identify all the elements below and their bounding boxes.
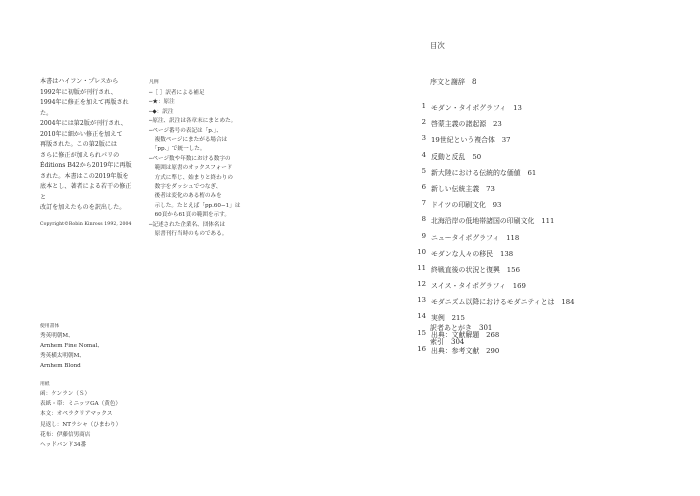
chapter-number: 14 (417, 312, 426, 321)
chapter-number: 4 (421, 150, 426, 159)
notes-line: 60頁から61頁の範囲を示す。 (149, 212, 230, 219)
chapter-title: 実例 215 (431, 314, 465, 323)
toc-title: 目次 (430, 41, 445, 50)
colophon-line: Éditions B42から2019年に再版 (40, 162, 132, 169)
paper-line: 見返し：NTラシャ（ひまわり） (40, 421, 122, 428)
colophon-line: 2010年に細かい修正を加えて (40, 130, 123, 138)
notes-line: 数字をダッシュでつなぎ、 (149, 184, 222, 191)
colophon (40, 77, 135, 230)
toc-chapter[interactable] (404, 167, 694, 183)
chapter-title: 新しい伝統主義 73 (431, 184, 495, 193)
colophon-line: 1992年に初版が刊行され、 (40, 88, 117, 96)
copyright-notice: Copyright©Robin Kinross 1992, 2004 (40, 221, 132, 227)
editorial-notes (149, 78, 269, 240)
notes-line: ─ページ数や年数における数字の (149, 155, 231, 162)
toc-back-matter (430, 323, 492, 350)
chapter-number: 5 (421, 166, 426, 175)
chapter-number: 12 (417, 280, 426, 289)
paper-line: 函：ケンラン（Ｓ） (40, 391, 91, 397)
toc-index[interactable]: 索引 304 (430, 337, 465, 346)
typeface-line: Arnhem Blond (40, 363, 81, 369)
chapter-title: ニュータイポグラフィ 118 (431, 233, 520, 242)
chapter-number: 11 (417, 263, 426, 272)
chapter-title: 反動と反乱 50 (431, 152, 482, 161)
chapter-number: 8 (421, 215, 426, 224)
toc-chapter[interactable] (404, 199, 694, 215)
chapter-title: モダニズム以降におけるモダニティとは 184 (431, 298, 575, 307)
typeface-line: 秀英横太明朝M、 (40, 353, 85, 359)
toc-chapter[interactable] (404, 102, 694, 118)
notes-line: 方式に準じ、始まりと終わりの (149, 174, 233, 181)
paper-section (40, 380, 180, 450)
paper-line: 花布：伊藤信男商店 (40, 431, 91, 438)
notes-line: 複数ページにまたがる場合は (149, 137, 228, 144)
chapter-title: 啓蒙主義の諸起源 23 (431, 120, 502, 129)
chapter-number: 16 (417, 344, 426, 353)
chapter-number: 7 (421, 199, 426, 208)
notes-line: ─記述された企業名、団体名は (149, 221, 226, 228)
chapter-number: 9 (421, 231, 426, 240)
typefaces-section (40, 322, 180, 371)
chapter-title: モダン・タイポグラフィ 13 (431, 104, 522, 112)
toc-chapter[interactable] (404, 232, 694, 248)
colophon-line: 2004年には第2版が刊行され、 (40, 120, 127, 127)
toc-afterword[interactable]: 訳者あとがき 301 (430, 324, 493, 332)
chapter-number: 2 (421, 118, 426, 127)
colophon-line: された。本書はこの2019年版を (40, 172, 129, 180)
paper-line: 表紙・帯：ミニッツGA（黄色） (40, 401, 122, 408)
chapter-title: スイス・タイポグラフィ 169 (431, 282, 526, 291)
chapter-title: 終戦直後の状況と復興 156 (431, 265, 520, 274)
notes-line: 後者は変化のある桁のみを (149, 193, 222, 200)
colophon-line: 本書はハイフン・プレスから (40, 78, 119, 85)
toc-chapter[interactable] (404, 280, 694, 296)
chapter-number: 1 (421, 102, 426, 110)
typefaces-heading: 使用書体 (40, 324, 60, 329)
chapter-number: 15 (417, 328, 426, 337)
notes-line: ─［ ］訳者による補足 (149, 90, 205, 96)
colophon-line: 再版された。この第2版には (40, 141, 118, 148)
toc-chapter[interactable] (404, 248, 694, 264)
chapter-title: モダンな人々の移民 138 (431, 249, 514, 258)
typeface-line: Arnhem Fine Nomal、 (40, 343, 103, 349)
notes-line: 原書刊行当時のものである。 (149, 231, 228, 238)
chapter-title: 新大陸における伝統的な価値 61 (431, 168, 537, 177)
colophon-line: 改訂を加えたものを訳出した。 (40, 204, 126, 211)
toc-preface[interactable]: 序文と謝辞 8 (430, 78, 477, 86)
chapter-number: 3 (421, 134, 426, 143)
toc-chapter[interactable] (404, 183, 694, 199)
notes-line: ─★：原注 (149, 99, 175, 106)
paper-line: 本文：オペラクリアマックス (40, 411, 113, 418)
toc-chapter[interactable] (404, 134, 694, 150)
notes-line: ─原注、訳注は各章末にまとめた。 (149, 118, 237, 125)
toc-chapter[interactable] (404, 264, 694, 280)
notes-line: ─◆：訳注 (149, 108, 174, 115)
typeface-line: 秀英明朝M、 (40, 333, 74, 339)
paper-line: ヘッドバンド34番 (40, 442, 87, 449)
chapter-title: ドイツの印刷文化 93 (431, 201, 502, 210)
notes-line: ─ページ番号の表記は「p.」、 (149, 127, 222, 134)
toc-chapter[interactable] (404, 151, 694, 167)
chapter-title: 出典：文献解題 268 (431, 330, 500, 339)
notes-line: 「pp.」で統一した。 (149, 146, 206, 153)
notes-heading: 凡例 (149, 80, 159, 85)
colophon-line: 1994年に修正を加えて再版された。 (40, 99, 129, 117)
chapter-number: 6 (421, 182, 426, 191)
colophon-line: さらに修正が加えられパリの (40, 151, 120, 159)
chapter-title: 北海沿岸の低地帯諸国の印刷文化 111 (431, 217, 555, 226)
notes-line: 示した。たとえば「pp.60−1」は (149, 202, 241, 209)
colophon-line: 底本とし、著者による若干の修正と (40, 183, 132, 201)
chapter-title: 出典：参考文献 290 (431, 346, 500, 355)
toc-chapter[interactable] (404, 296, 694, 312)
paper-heading: 用紙 (40, 382, 50, 387)
notes-line: 範囲は原書のオックスフォード (149, 165, 233, 172)
chapter-number: 10 (417, 247, 426, 256)
chapter-title: 19世紀という複合体 37 (431, 136, 511, 145)
chapter-number: 13 (417, 296, 426, 305)
toc-chapter[interactable] (404, 118, 694, 134)
toc-chapter[interactable] (404, 215, 694, 231)
